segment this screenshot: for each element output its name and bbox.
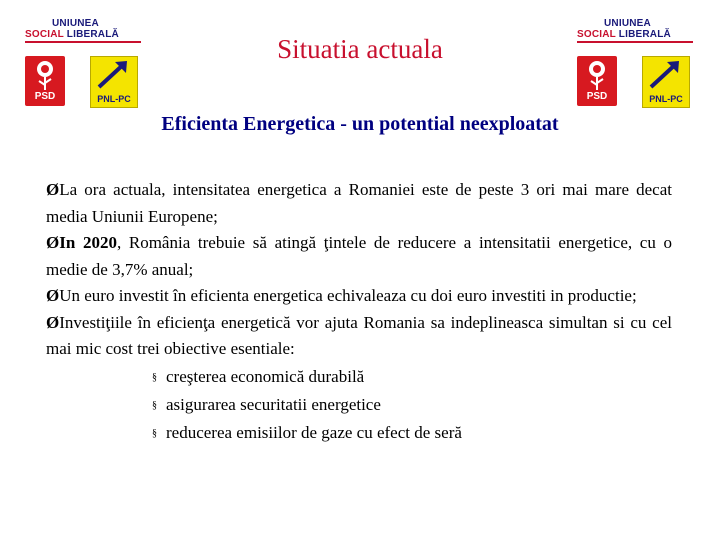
bullet-item [46,310,672,363]
sub-bullet-text: asigurarea securitatii energetice [166,394,381,414]
bullet-text: La ora actuala, intensitatea energetica a Romaniei este de peste 3 ori mai mare decat media Uniunii Europene; [46,180,672,226]
square-bullet-icon: § [152,427,157,439]
logo-liberala: LIBERALĂ [66,29,119,40]
logo-liberala: LIBERALĂ [618,29,671,40]
pnl-label: PNL-PC [97,94,131,104]
sub-bullet-text: reducerea emisiilor de gaze cu efect de seră [166,422,462,442]
square-bullet-icon: § [152,371,157,383]
logo-line1: UNIUNEA [52,18,99,29]
slide-content [46,177,672,447]
slide-subtitle: Eficienta Energetica - un potential neexploatat [161,113,559,135]
bullet-text: Investiţiile în eficienţa energetică vor ajuta Romania sa indeplineasca simultan si cu cel mai mic cost trei obiective esentiale: [46,312,672,358]
sub-bullet-text: creşterea economică durabilă [166,366,365,386]
pnl-label: PNL-PC [649,94,683,104]
bullet-item [46,230,672,283]
arrow-bullet-icon: Ø [46,180,60,199]
logo-social: SOCIAL [25,29,64,40]
arrow-bullet-icon: Ø [46,286,60,305]
logo-line1: UNIUNEA [604,18,651,29]
arrow-bullet-icon: Ø [46,233,60,252]
sub-bullet-item [152,391,672,419]
sub-bullet-item [152,363,672,391]
bullet-bold-text: In 2020 [59,233,117,252]
bullet-text: Un euro investit în eficienta energetica echivaleaza cu doi euro investiti in productie; [59,286,637,305]
psd-label: PSD [34,91,56,102]
bullet-text: , România trebuie să atingă ţintele de reducere a intensitatii energetice, cu o medie de 3,7% anual; [46,233,672,279]
psd-label: PSD [586,91,608,102]
square-bullet-icon: § [152,399,157,411]
sub-bullet-item [152,419,672,447]
bullet-item [46,177,672,230]
logo-social: SOCIAL [577,29,616,40]
arrow-bullet-icon: Ø [46,312,60,332]
bullet-item [46,283,672,310]
slide-title: Situatia actuala [277,34,443,64]
